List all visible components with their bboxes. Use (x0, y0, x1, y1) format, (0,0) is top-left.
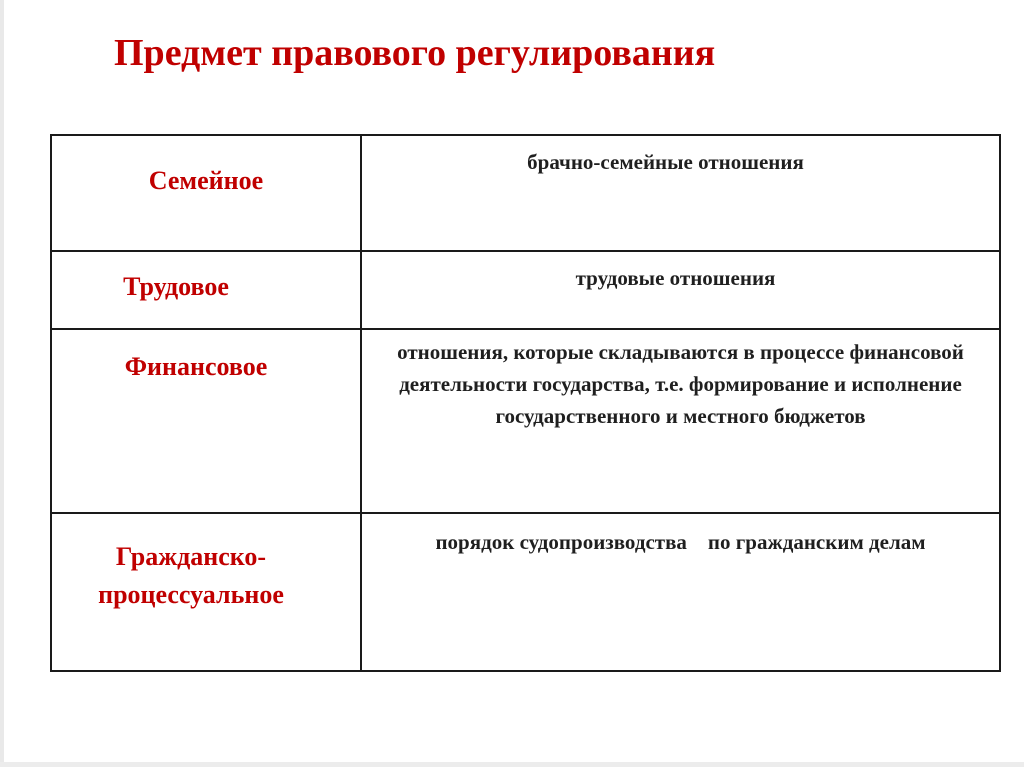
table-row-labor (51, 251, 1000, 329)
subject-cell (361, 329, 1000, 513)
branch-name: Семейное (148, 166, 264, 195)
table-row-civil-procedure (51, 513, 1000, 671)
subject-description: порядок судопроизводства по гражданским делам (435, 530, 926, 554)
page-title: Предмет правового регулирования (114, 32, 716, 74)
subject-cell (361, 135, 1000, 251)
branch-cell (51, 513, 361, 671)
left-edge-shade (0, 0, 4, 767)
subject-description: трудовые отношения (575, 266, 776, 290)
branch-name: Финансовое (124, 352, 268, 381)
branch-name: Гражданско-процессуальное (98, 542, 284, 609)
branch-cell (51, 251, 361, 329)
branch-cell (51, 135, 361, 251)
bottom-edge-shade (0, 762, 1024, 767)
branch-name: Трудовое (123, 272, 229, 301)
subject-description: брачно-семейные отношения (527, 150, 804, 174)
table-row-financial (51, 329, 1000, 513)
branch-cell (51, 329, 361, 513)
table-row-family (51, 135, 1000, 251)
subject-description: отношения, которые складываются в процессе финансовой деятельности государства, т.е. формирование и исполнение государственного и местного бюджетов (397, 340, 964, 428)
subject-cell (361, 513, 1000, 671)
subject-cell (361, 251, 1000, 329)
regulation-subject-table (50, 134, 1001, 672)
